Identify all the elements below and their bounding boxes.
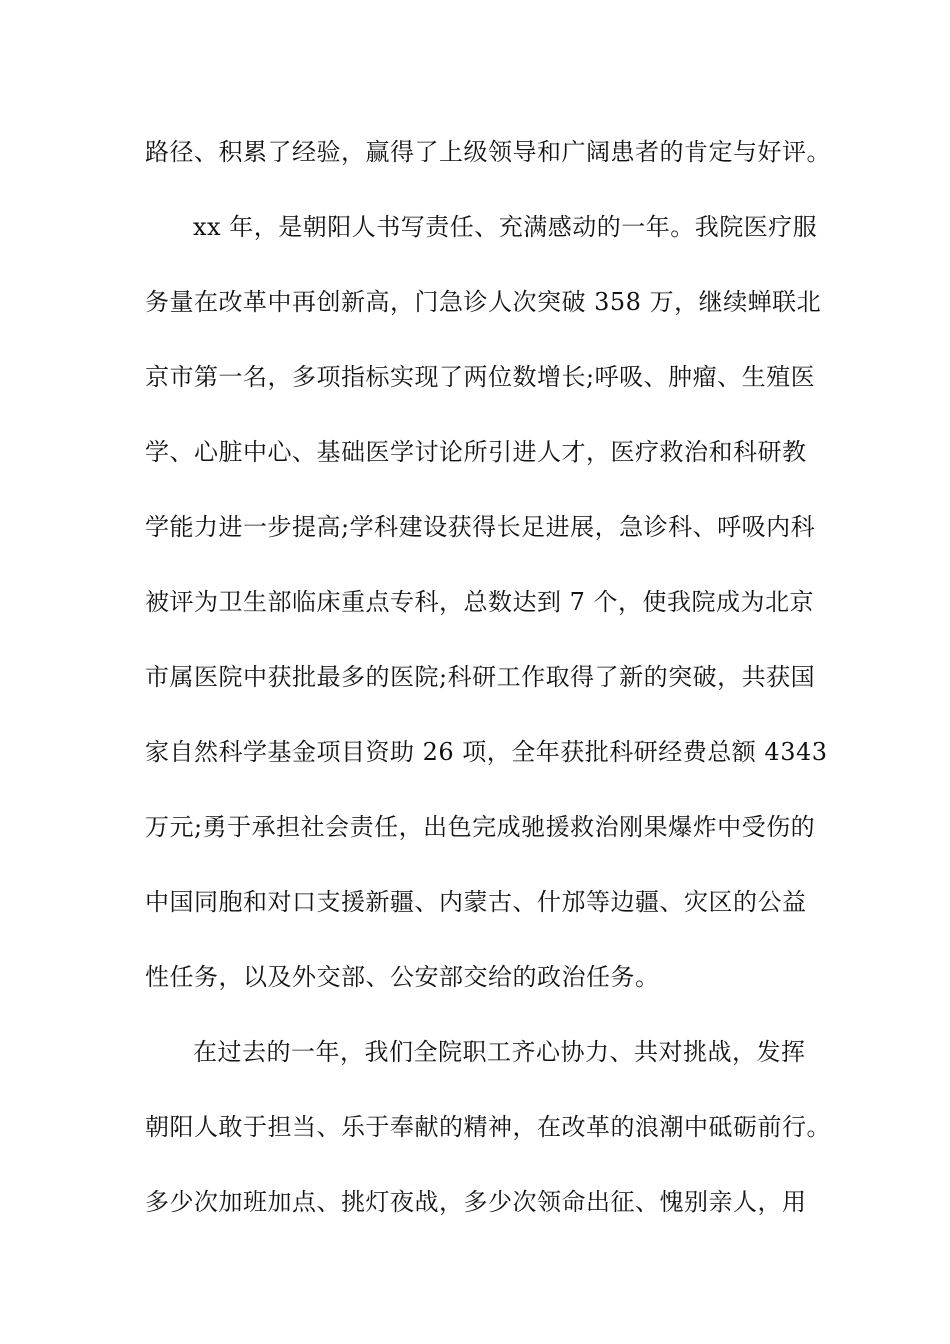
text-line: 万元;勇于承担社会责任，出色完成驰援救治刚果爆炸中受伤的: [145, 813, 816, 841]
text-line: 务量在改革中再创新高，门急诊人次突破 358 万，继续蝉联北: [145, 288, 822, 316]
text-line: 朝阳人敢于担当、乐于奉献的精神，在改革的浪潮中砥砺前行。: [145, 1113, 831, 1141]
text-line: 性任务，以及外交部、公安部交给的政治任务。: [145, 963, 660, 991]
text-line: 被评为卫生部临床重点专科，总数达到 7 个，使我院成为北京: [145, 588, 815, 616]
text-line: 路径、积累了经验，赢得了上级领导和广阔患者的肯定与好评。: [145, 138, 831, 166]
text-line: 中国同胞和对口支援新疆、内蒙古、什邡等边疆、灾区的公益: [145, 888, 807, 916]
text-line: 多少次加班加点、挑灯夜战，多少次领命出征、愧别亲人，用: [145, 1188, 807, 1216]
text-line: 学能力进一步提高;学科建设获得长足进展，急诊科、呼吸内科: [145, 513, 816, 541]
text-line: 家自然科学基金项目资助 26 项，全年获批科研经费总额 4343: [145, 738, 828, 766]
text-line: 学、心脏中心、基础医学讨论所引进人才，医疗救治和科研教: [145, 438, 807, 466]
text-line: 京市第一名，多项指标实现了两位数增长;呼吸、肿瘤、生殖医: [145, 363, 816, 391]
paragraph-start-line: 在过去的一年，我们全院职工齐心协力、共对挑战，发挥: [193, 1038, 806, 1066]
text-line: 市属医院中获批最多的医院;科研工作取得了新的突破，共获国: [145, 663, 816, 691]
paragraph-start-line: xx 年，是朝阳人书写责任、充满感动的一年。我院医疗服: [193, 213, 818, 241]
